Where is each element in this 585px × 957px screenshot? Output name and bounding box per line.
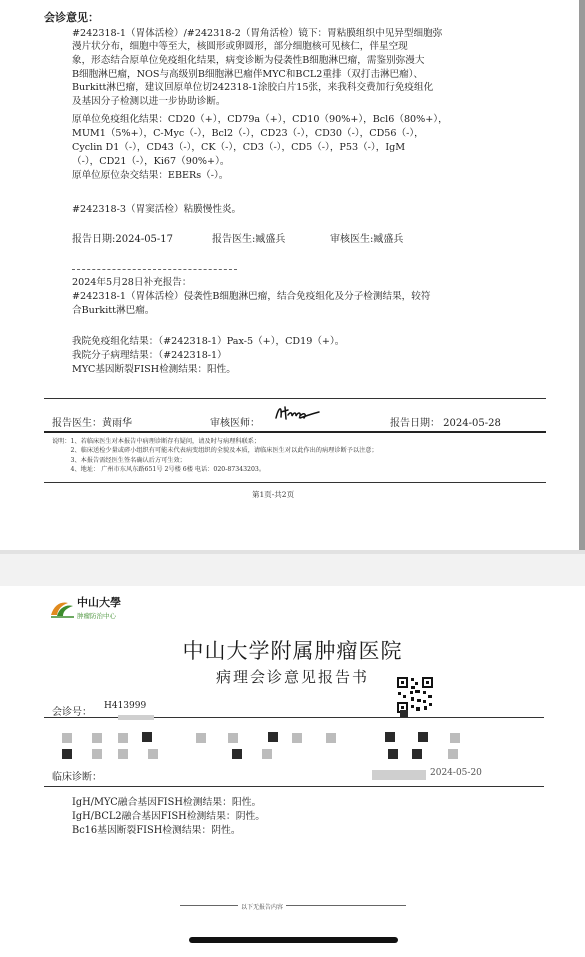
redaction-mark [326, 733, 336, 743]
redaction-mark [418, 732, 428, 742]
igh-myc-result: IgH/MYC融合基因FISH检测结果：阳性。 [72, 797, 262, 808]
sign-report-doctor: 报告医生：黄雨华 [52, 418, 132, 429]
redaction-mark [228, 733, 238, 743]
ihc-line: MUM1（5%+），C-Myc（-），Bcl2（-），CD23（-），CD30（-），CD56（-）， [72, 128, 424, 139]
report-page-2 [0, 586, 585, 957]
redaction-mark [92, 749, 102, 759]
notes-rule [44, 482, 546, 483]
ihc-line: Cyclin D1（-），CD43（-），CK（-），CD3（-），CD5（-），P53（-），IgM [72, 142, 406, 153]
redaction-mark [448, 749, 458, 759]
consult-number-label: 会诊号： [52, 707, 92, 718]
logo-text: 中山大學 [77, 596, 121, 609]
diagnosis-line: 象，形态结合原单位免疫组化结果，病变诊断为侵袭性B细胞淋巴瘤，需鉴别弥漫大 [72, 55, 425, 66]
our-ihc-line: 我院免疫组化结果：（#242318-1）Pax-5（+），CD19（+）。 [72, 336, 345, 347]
hospital-name: 中山大学附属肿瘤医院 [182, 639, 403, 663]
note-line: 说明：1、若临床医生对本报告中病理诊断存有疑问，请及时与病理科联系； [52, 438, 261, 445]
report-title: 病理会诊意见报告书 [215, 668, 369, 686]
redaction-mark [268, 732, 278, 742]
consult-opinion-heading: 会诊意见： [44, 11, 99, 24]
sign-report-date: 报告日期： 2024-05-28 [390, 418, 501, 429]
redaction-mark [142, 732, 152, 742]
redaction-mark [412, 749, 422, 759]
redaction-mark [118, 733, 128, 743]
redaction-mark [450, 733, 460, 743]
ihc-line: 原单位免疫组化结果：CD20（+），CD79a（+），CD10（90%+），Bcl6（80%+）， [72, 114, 448, 125]
signature-bottom-rule [44, 431, 546, 433]
diagnosis-line: 漫片状分布，细胞中等至大，核圆形或卵圆形，部分细胞核可见核仁，伴星空现 [72, 41, 408, 52]
diagnosis-line: 及基因分子检测以进一步协助诊断。 [72, 96, 226, 107]
redaction-mark [388, 749, 398, 759]
handwritten-signature [273, 403, 321, 425]
redaction-mark [148, 749, 158, 759]
redaction-mark [385, 732, 395, 742]
redaction-mark [292, 733, 302, 743]
our-molecular-line: 我院分子病理结果：（#242318-1） [72, 350, 227, 361]
review-doctor-1: 审核医生:臧盛兵 [330, 234, 404, 245]
ish-line: 原单位原位杂交结果：EBERs（-）。 [72, 170, 229, 181]
bcl6-result: Bc16基因断裂FISH检测结果：阴性。 [72, 825, 241, 836]
logo-emblem-icon [51, 603, 74, 618]
separator-dashes [72, 269, 237, 270]
redaction-mark [62, 733, 72, 743]
redaction-mark [62, 749, 72, 759]
redaction-mark [92, 733, 102, 743]
page1-scrollbar-thumb[interactable] [579, 0, 585, 550]
redaction-mark [118, 749, 128, 759]
igh-bcl2-result: IgH/BCL2融合基因FISH检测结果：阴性。 [72, 811, 266, 822]
redacted-area [372, 770, 426, 780]
home-indicator[interactable] [189, 937, 398, 943]
qr-code-icon [396, 676, 434, 714]
sign-review-doctor: 审核医师： [210, 418, 260, 429]
report-date-2: 2024-05-20 [430, 768, 482, 778]
end-of-report-rule [180, 905, 406, 906]
note-line: 2、临床送检少量或碎小组织有可能未代表病变组织的全貌及本质，请临床医生对以此作出的病理诊断予以注意； [52, 447, 378, 455]
logo-subtext: 肿瘤防治中心 [77, 612, 116, 620]
page-gap [0, 554, 585, 586]
supplement-line: 合Burkitt淋巴瘤。 [72, 305, 155, 316]
redaction-mark [232, 749, 242, 759]
note-line: 3、本报告需经医生签名确认后方可生效； [52, 456, 186, 464]
report-notes [52, 437, 378, 474]
diagnosis-line: B细胞淋巴瘤，NOS与高级别B细胞淋巴瘤伴MYC和BCL2重排（双打击淋巴瘤）、 [72, 69, 424, 80]
redaction-mark [262, 749, 272, 759]
note-line: 4、地址： 广州市东风东路651号 2号楼 6楼 电话：020-87343203。 [52, 465, 266, 473]
sinus-biopsy-line: #242318-3（胃窦活检）粘膜慢性炎。 [72, 204, 242, 215]
signature-top-rule [44, 398, 546, 399]
clinical-rule [44, 786, 544, 787]
diagnosis-line: #242318-1（胃体活检）/#242318-2（胃角活检）镜下：胃粘膜组织中见异型细胞弥 [72, 28, 443, 39]
redacted-area [118, 715, 154, 720]
clinical-diagnosis-label: 临床诊断： [52, 772, 102, 783]
consult-number: H413999 [104, 701, 147, 711]
supplement-line: #242318-1（胃体活检）侵袭性B细胞淋巴瘤，结合免疫组化及分子检测结果，较符 [72, 291, 431, 302]
diagnosis-line: Burkitt淋巴瘤，建议回原单位切242318-1涂胶白片15张，来我科交费加行免疫组化 [72, 82, 434, 93]
page-number: 第1页-共2页 [252, 490, 295, 499]
report-doctor-1: 报告医生:臧盛兵 [212, 234, 286, 245]
hospital-logo [48, 593, 143, 627]
myc-fish-line: MYC基因断裂FISH检测结果：阳性。 [72, 364, 236, 375]
redaction-mark [196, 733, 206, 743]
report-date-1: 报告日期:2024-05-17 [72, 234, 174, 245]
end-of-report-label: 以下无报告内容 [238, 902, 286, 911]
ihc-line: （-），CD21（-），Ki67（90%+）。 [72, 156, 230, 167]
supplement-line: 2024年5月28日补充报告： [72, 277, 192, 288]
